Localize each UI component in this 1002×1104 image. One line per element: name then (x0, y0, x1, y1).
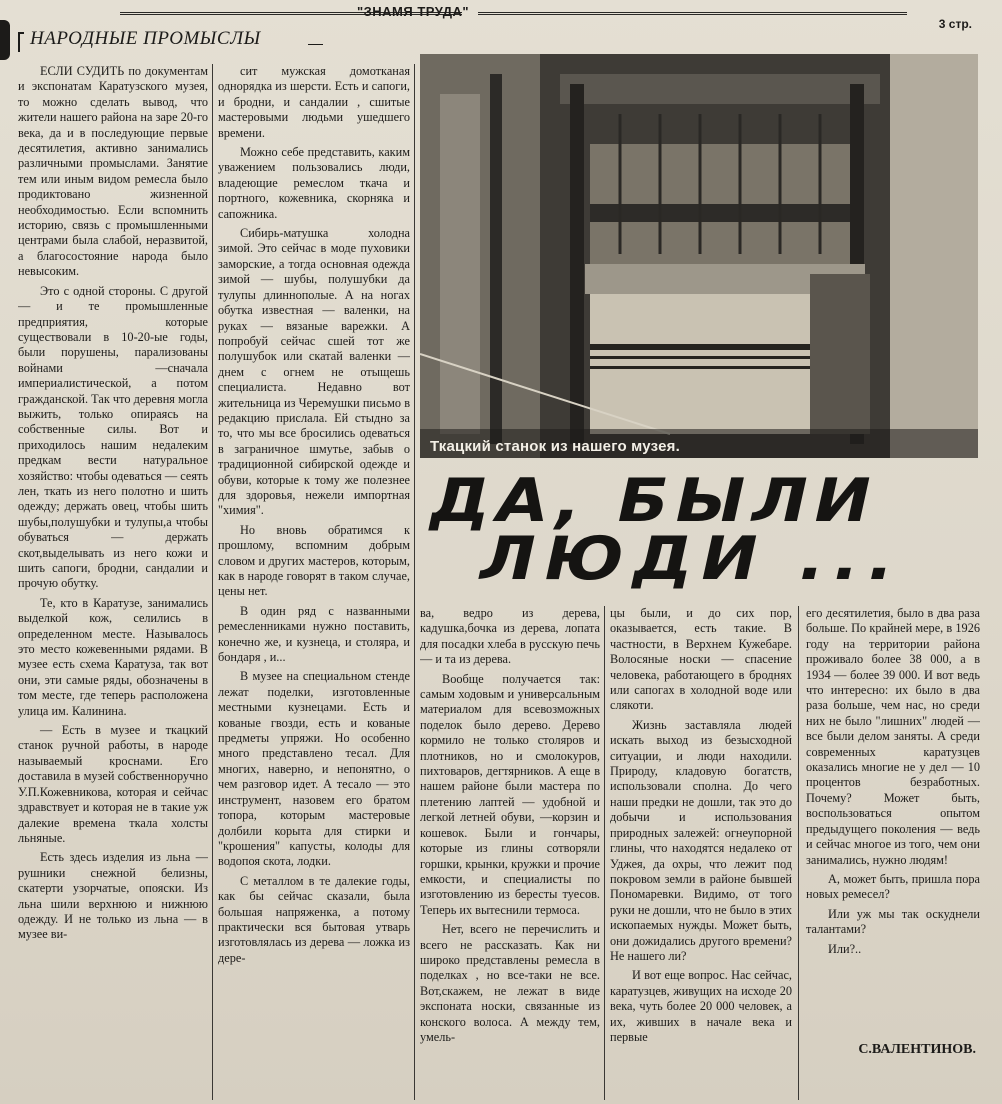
headline (430, 466, 990, 600)
loom-photo (420, 54, 978, 458)
paragraph: цы были, и до сих пор, оказывается, есть такие. В частности, в Верхнем Кужебаре. Волосяные носки — спасение человека, работающего в броднях или сапогах в холодной воде или слякоти. (610, 606, 792, 713)
rubric (18, 28, 418, 54)
rubric-marker (0, 20, 10, 60)
paragraph: Есть здесь изделия из льна — рушники снежной белизны, скатерти узорчатые, опояски. Из льна шили верхнюю и нижнюю одежду. И не только из льна — в музее ви- (18, 850, 208, 942)
paragraph: сит мужская домотканая однорядка из шерсти. Есть и сапоги, и бродни, и сандалии , сшитые мастеровыми людьми ушедшего времени. (218, 64, 410, 140)
headline-line-1: ДА, БЫЛИ (430, 466, 878, 536)
page-number: 3 стр. (938, 17, 972, 31)
paragraph: Это с одной стороны. С другой — и те промышленные предприятия, которые существовали в 10-20-ые годы, были порушены, парализованы войнами —сначала империалистической, а потом гражданской. Так что деревня могла выжить, только опираясь на собственные силы. Вот и приходилось нашим недалеким предкам вести натуральное хозяйство: чтобы одеваться — сеять лен, ткать из него полотно и шить одежду; держать овец, чтобы шить шубы,полушубки и тулупы,а чтобы обуваться — держать скот,выделывать из него кожи и шить сапоги, бродни, сандалии и прочую обутку. (18, 283, 208, 591)
paragraph: С металлом в те далекие годы, как бы сейчас сказали, была большая напряженка, а потому практически вся бытовая утварь изготовлялась из дерева — ложка из дере- (218, 873, 410, 965)
paragraph: Или?.. (828, 941, 862, 956)
article-column-1 (18, 64, 208, 1100)
paragraph: ва, ведро из дерева, кадушка,бочка из дерева, лопата для посадки хлеба в русскую печь — и та из дерева. (420, 606, 600, 667)
paragraph: Вообще получается так: самым ходовым и универсальным материалом для всевозможных поделок было дерево. Дерево кормило не только столяров и плотников, но и смолокуров, пихтоваров, дегтярников. А еще в нашем районе были мастера по плетению лаптей — удобной и легкой летней обуви, —корзин и кошевок. Были и гончары, которые из глины сотворяли горшки, крынки, кружки и прочие емкости, и специалисты по изготовлению из бересты туесов. Теперь их вытеснили термоса. (420, 671, 600, 917)
author-signature: С.ВАЛЕНТИНОВ. (858, 1042, 976, 1057)
masthead-rule-right (478, 12, 907, 15)
column-divider (798, 606, 799, 1100)
photo-caption: Ткацкий станок из нашего музея. (430, 438, 680, 455)
paragraph: А, может быть, пришла пора новых ремесел? (806, 871, 980, 902)
article-column-2 (218, 64, 410, 1100)
paragraph: В музее на специальном стенде лежат поделки, изготовленные местными кузнецами. Есть и кованые гвозди, есть и кованые предметы упряжи. Но особенно много представлено тесал. Для многих, наверно, и непонятно, о чем разговор идет. А тесало — это инструмент, назовем его братом топора, которым мастеровые долбили корыта для стирки и "крошения" капусты, колоды для водопоя скота, лодки. (218, 669, 410, 869)
article-column-4 (610, 606, 792, 1100)
paragraph: Нет, всего не перечислить и всего не рассказать. Как ни широко представлены ремесла в поделках , но все-таки не все. Вот,скажем, не лежат в виде экспоната носки, связанные из конского волоса. А между тем, умель- (420, 922, 600, 1044)
paragraph: В один ряд с названными ремесленниками нужно поставить, конечно же, и кузнеца, и столяра, и бондаря , и... (218, 603, 410, 665)
paragraph: его десятилетия, было в два раза больше. По крайней мере, в 1926 году на территории района проживало более 38 000, а в 1934 — более 39 000. И вот ведь что интересно: их было в два раза больше, чем нас, но среди них не было "лишних" людей — все были делом заняты. А среди современных каратузцев оказались многие не у дел — 10 процентов безработных. Почему? Может быть, воспользоваться опытом предыдущего поколения — ведь и сейчас многое из того, чем они занимались, нужно людям! (806, 606, 980, 867)
rubric-rule (308, 44, 323, 45)
paragraph: Жизнь заставляла людей искать выход из безысходной ситуации, и люди находили. Природу, кладовую богатств, использовали сполна. До чего наши предки не дошли, так это до добычи и использования природных залежей: огнеупорной глины, что находятся недалеко от Уджея, да охры, что лежит под покровом земли в районе бывшей Пономаревки. Видимо, от того руки не дошли, что не было в этих ископаемых нужды. Может быть, они дожидались другого времени? Не нашего ли? (610, 717, 792, 963)
rubric-frame (18, 32, 24, 52)
paragraph: ЕСЛИ СУДИТЬ по документам и экспонатам Каратузского музея, то можно сделать вывод, что жители нашего района на заре 20-го века, да и в последующие первые десятилетия, активно занимались различными промыслами. Занятие тем или иным видом ремесла было продиктовано жизненной необходимостью. Если вспомнить историю, связь с промышленными центрами была слабой, неразвитой, а благосостояние народа было невысоким. (18, 64, 208, 279)
article-column-3 (420, 606, 600, 1100)
masthead (0, 0, 1002, 31)
paragraph: Но вновь обратимся к прошлому, вспомним добрым словом и других мастеров, которым, как в народе говорят в таком случае, цены нет. (218, 522, 410, 599)
column-divider (414, 64, 415, 1100)
paragraph: Сибирь-матушка холодна зимой. Это сейчас в моде пуховики заморские, а тогда основная одежда зимой — шубы, полушубки да тулупы длиннополые. А на ногах обутка известная — валенки, на руках — вязаные варежки. А попробуй сейчас сшей тот же полушубок или скатай валенки — днем с огнем не отыщешь специалиста. Недавно вот жительница из Черемушки письмо в редакцию прислала. Ей стыдно за то, что мы все бросились одеваться в заграничное шмутье, забыв о традиционной сибирской одежде и обуви, которые к тому же полезнее для здоровья, нежели импортная "химия". (218, 226, 410, 518)
column-divider (604, 606, 605, 1100)
paragraph: Те, кто в Каратузе, занимались выделкой кож, селились в определенном месте. Называлось это место кожевенными рядами. В музее есть схема Каратуза, так вот они, эти самые ряды, обозначены в том месте, где теперь расположена улица им. Калинина. (18, 595, 208, 718)
rubric-title: НАРОДНЫЕ ПРОМЫСЛЫ (30, 28, 261, 49)
article-column-5 (806, 606, 980, 1046)
column-divider (212, 64, 213, 1100)
paragraph: И вот еще вопрос. Нас сейчас, каратузцев, живущих на исходе 20 века, чуть более 20 000 человек, а их, живших в начале века и первые (610, 968, 792, 1044)
paragraph: Или уж мы так оскуднели талантами? (806, 906, 980, 937)
newspaper-name: "ЗНАМЯ ТРУДА" (356, 4, 470, 19)
paragraph: — Есть в музее и ткацкий станок ручной работы, в народе называемый кроснами. Его доставила в музей собственноручно У.П.Кожевникова, которая и сейчас здравствует и которая не в такие уж далекие времена ткала холсты льняные. (18, 723, 208, 845)
headline-line-2: ЛЮДИ ... (480, 524, 903, 594)
loom-illustration (420, 54, 978, 458)
paragraph: Можно себе представить, каким уважением пользовались люди, владеющие ремеслом ткача и портного, кожевника, скорняка и сапожника. (218, 145, 410, 221)
